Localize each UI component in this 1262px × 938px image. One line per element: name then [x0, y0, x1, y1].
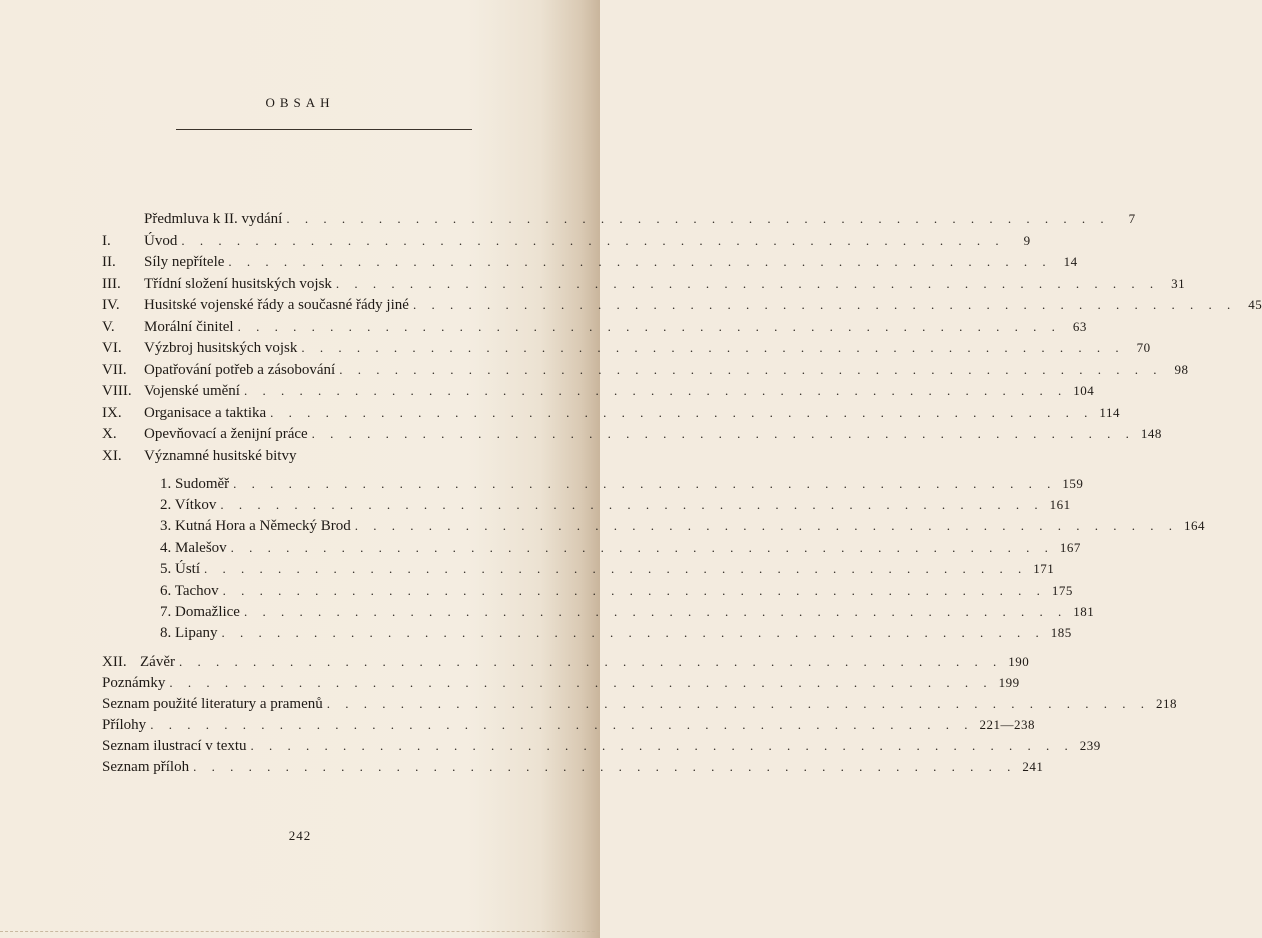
- dot-leader: . . . . . . . . . . . . . . . . . . . . . . . . . . . . . . . . . . . . . . . . . . . . .: [150, 717, 974, 732]
- section-title: Poznámky: [102, 675, 166, 691]
- toc-row-chapter-6[interactable]: [102, 338, 1151, 358]
- toc-row-battle-2[interactable]: [102, 495, 1071, 515]
- page-number: 241: [1022, 759, 1044, 774]
- page-number: 221—238: [979, 717, 1035, 732]
- chapter-title: Opevňovací a ženijní práce: [144, 426, 308, 442]
- battle-title: 6. Tachov: [160, 583, 219, 599]
- dot-leader: . . . . . . . . . . . . . . . . . . . . . . . . . . . . . . . . . . . . . . . . . . . . .: [335, 276, 1160, 291]
- battle-title: 4. Malešov: [160, 540, 227, 556]
- dot-leader: . . . . . . . . . . . . . . . . . . . . . . . . . . . . . . . . . . . . . . . . . . . . .: [193, 759, 1017, 774]
- toc-row-battle-1[interactable]: [102, 474, 1084, 494]
- dot-leader: . . . . . . . . . . . . . . . . . . . . . . . . . . . . . . . . . . . . . . . . . . . . .: [222, 583, 1046, 598]
- chapter-number: III.: [102, 276, 121, 292]
- toc-row-chapter-1[interactable]: [102, 231, 1031, 251]
- page-number: 181: [1073, 604, 1095, 619]
- dot-leader: . . . . . . . . . . . . . . . . . . . . . . . . . . . . . . . . . . . . . . . . . . . . .: [230, 540, 1054, 555]
- battle-title: 8. Lipany: [160, 625, 218, 641]
- chapter-title: Organisace a taktika: [144, 405, 267, 421]
- page-number: 175: [1051, 583, 1073, 598]
- toc-row-chapter-12[interactable]: [102, 652, 1030, 672]
- page-number: 167: [1059, 540, 1081, 555]
- page-number: 14: [1063, 254, 1078, 269]
- dot-leader: . . . . . . . . . . . . . . . . . . . . . . . . . . . . . . . . . . . . . . . . . . . . .: [286, 211, 1110, 226]
- chapter-title: Významné husitské bitvy: [144, 448, 297, 464]
- page-number: 159: [1062, 476, 1084, 491]
- page-number: 171: [1033, 561, 1055, 576]
- battle-title: 3. Kutná Hora a Německý Brod: [160, 518, 351, 534]
- toc-row-battle-4[interactable]: [102, 538, 1081, 558]
- page-number: 104: [1073, 383, 1095, 398]
- chapter-title: Výzbroj husitských vojsk: [144, 340, 298, 356]
- chapter-number: XI.: [102, 448, 122, 464]
- chapter-title: Morální činitel: [144, 319, 234, 335]
- page-number: 218: [1156, 696, 1177, 711]
- toc-row-battle-7[interactable]: [102, 602, 1095, 622]
- page-bottom-edge: [0, 931, 600, 938]
- chapter-title: Husitské vojenské řády a současné řády jiné: [144, 297, 409, 313]
- section-title: Seznam použité literatury a pramenů: [102, 696, 323, 712]
- toc-row-battle-5[interactable]: [102, 559, 1055, 579]
- toc-row-chapter-2[interactable]: [102, 252, 1078, 272]
- page-number: 161: [1049, 497, 1071, 512]
- dot-leader: . . . . . . . . . . . . . . . . . . . . . . . . . . . . . . . . . . . . . . . . . . . . .: [250, 738, 1074, 753]
- toc-row-battle-8[interactable]: [102, 623, 1072, 643]
- toc-row-chapter-11[interactable]: [102, 446, 546, 466]
- page-number: 98: [1174, 362, 1189, 377]
- toc-row-chapter-4[interactable]: [102, 295, 1262, 315]
- toc-row-chapter-7[interactable]: [102, 360, 1189, 380]
- page-number: 7: [1128, 211, 1136, 226]
- battle-title: 5. Ústí: [160, 561, 201, 577]
- toc-row-chapter-8[interactable]: [102, 381, 1095, 401]
- dot-leader: . . . . . . . . . . . . . . . . . . . . . . . . . . . . . . . . . . . . . . . . . . . . .: [221, 625, 1045, 640]
- dot-leader: . . . . . . . . . . . . . . . . . . . . . . . . . . . . . . . . . . . . . . . . . . . . .: [326, 696, 1150, 711]
- chapter-title: Třídní složení husitských vojsk: [144, 276, 332, 292]
- toc-row-appendix-list[interactable]: [102, 757, 1044, 777]
- battle-title: 1. Sudoměř: [160, 476, 230, 492]
- page-number: 114: [1099, 405, 1120, 420]
- chapter-title: Úvod: [144, 233, 178, 249]
- dot-leader: . . . . . . . . . . . . . . . . . . . . . . . . . . . . . . . . . . . . . . . . . . . . .: [243, 383, 1068, 398]
- dot-leader: . . . . . . . . . . . . . . . . . . . . . . . . . . . . . . . . . . . . . . . . . . . . .: [412, 297, 1237, 312]
- dot-leader: . . . . . . . . . . . . . . . . . . . . . . . . . . . . . . . . . . . . . . . . . . . . .: [204, 561, 1028, 576]
- toc-row-battle-6[interactable]: [102, 581, 1073, 601]
- dot-leader: . . . . . . . . . . . . . . . . . . . . . . . . . . . . . . . . . . . . . . . . . . . . .: [243, 604, 1068, 619]
- chapter-title: Síly nepřítele: [144, 254, 225, 270]
- page-number: 9: [1023, 233, 1031, 248]
- page-number: 45: [1248, 297, 1262, 312]
- toc-row-chapter-5[interactable]: [102, 317, 1087, 337]
- page-number: 164: [1184, 518, 1206, 533]
- section-title: Přílohy: [102, 717, 147, 733]
- dot-leader: . . . . . . . . . . . . . . . . . . . . . . . . . . . . . . . . . . . . . . . . . . . . .: [220, 497, 1044, 512]
- page-number: 31: [1171, 276, 1186, 291]
- dot-leader: . . . . . . . . . . . . . . . . . . . . . . . . . . . . . . . . . . . . . . . . . . . . .: [169, 675, 993, 690]
- page-heading: OBSAH: [265, 95, 335, 110]
- toc-row-illustrations[interactable]: [102, 736, 1101, 756]
- dot-leader: . . . . . . . . . . . . . . . . . . . . . . . . . . . . . . . . . . . . . . . . . . . . .: [228, 254, 1052, 269]
- dot-leader: . . . . . . . . . . . . . . . . . . . . . . . . . . . . . . . . . . . . . . . . . . . . .: [301, 340, 1125, 355]
- section-title: Seznam příloh: [102, 759, 190, 775]
- dot-leader: . . . . . . . . . . . . . . . . . . . . . . . . . . . . . . . . . . . . . . . . . . . . .: [354, 518, 1179, 533]
- page-number: 70: [1136, 340, 1151, 355]
- page-number: 148: [1140, 426, 1162, 441]
- battle-title: 7. Domažlice: [160, 604, 240, 620]
- chapter-title: Předmluva k II. vydání: [144, 211, 283, 227]
- page-number: 239: [1079, 738, 1101, 753]
- dot-leader: . . . . . . . . . . . . . . . . . . . . . . . . . . . . . . . . . . . . . . . . . . . . .: [178, 654, 1003, 669]
- chapter-number: II.: [102, 254, 116, 270]
- dot-leader: . . . . . . . . . . . . . . . . . . . . . . . . . . . . . . . . . . . . . . . . . . . . .: [237, 319, 1061, 334]
- page-number: 199: [998, 675, 1020, 690]
- chapter-number: VIII.: [102, 383, 132, 399]
- section-title: Seznam ilustrací v textu: [102, 738, 247, 754]
- toc-row-chapter-9[interactable]: [102, 403, 1120, 423]
- toc-row-battle-3[interactable]: [102, 516, 1206, 536]
- page-folio: 242: [288, 828, 312, 843]
- page-number: 190: [1008, 654, 1030, 669]
- dot-leader: . . . . . . . . . . . . . . . . . . . . . . . . . . . . . . . . . . . . . . . . . . . . .: [270, 405, 1094, 420]
- page-number: 63: [1072, 319, 1087, 334]
- chapter-number: I.: [102, 233, 111, 249]
- toc-row-appendices[interactable]: [102, 715, 1035, 735]
- dot-leader: . . . . . . . . . . . . . . . . . . . . . . . . . . . . . . . . . . . . . . . . . . . . .: [339, 362, 1163, 377]
- chapter-title: Opatřování potřeb a zásobování: [144, 362, 336, 378]
- chapter-number: IX.: [102, 405, 122, 421]
- toc-row-preface[interactable]: [102, 209, 1136, 229]
- dot-leader: . . . . . . . . . . . . . . . . . . . . . . . . . . . . . . . . . . . . . . . . . . . . .: [311, 426, 1135, 441]
- chapter-number: X.: [102, 426, 117, 442]
- dot-leader: . . . . . . . . . . . . . . . . . . . . . . . . . . . . . . . . . . . . . . . . . . . . .: [233, 476, 1057, 491]
- chapter-number: IV.: [102, 297, 120, 313]
- toc-row-chapter-10[interactable]: [102, 424, 1162, 444]
- heading-rule: [176, 129, 472, 130]
- battle-title: 2. Vítkov: [160, 497, 217, 513]
- toc-row-bibliography[interactable]: [102, 694, 1177, 714]
- dot-leader: . . . . . . . . . . . . . . . . . . . . . . . . . . . . . . . . . . . . . . . . . . . . .: [181, 233, 1005, 248]
- chapter-title: Vojenské umění: [144, 383, 240, 399]
- chapter-number: VI.: [102, 340, 122, 356]
- chapter-number: VII.: [102, 362, 127, 378]
- page-number: 185: [1050, 625, 1072, 640]
- toc-row-notes[interactable]: [102, 673, 1020, 693]
- chapter-title: Závěr: [140, 654, 175, 670]
- chapter-number: V.: [102, 319, 115, 335]
- toc-row-chapter-3[interactable]: [102, 274, 1186, 294]
- chapter-number: XII.: [102, 654, 127, 670]
